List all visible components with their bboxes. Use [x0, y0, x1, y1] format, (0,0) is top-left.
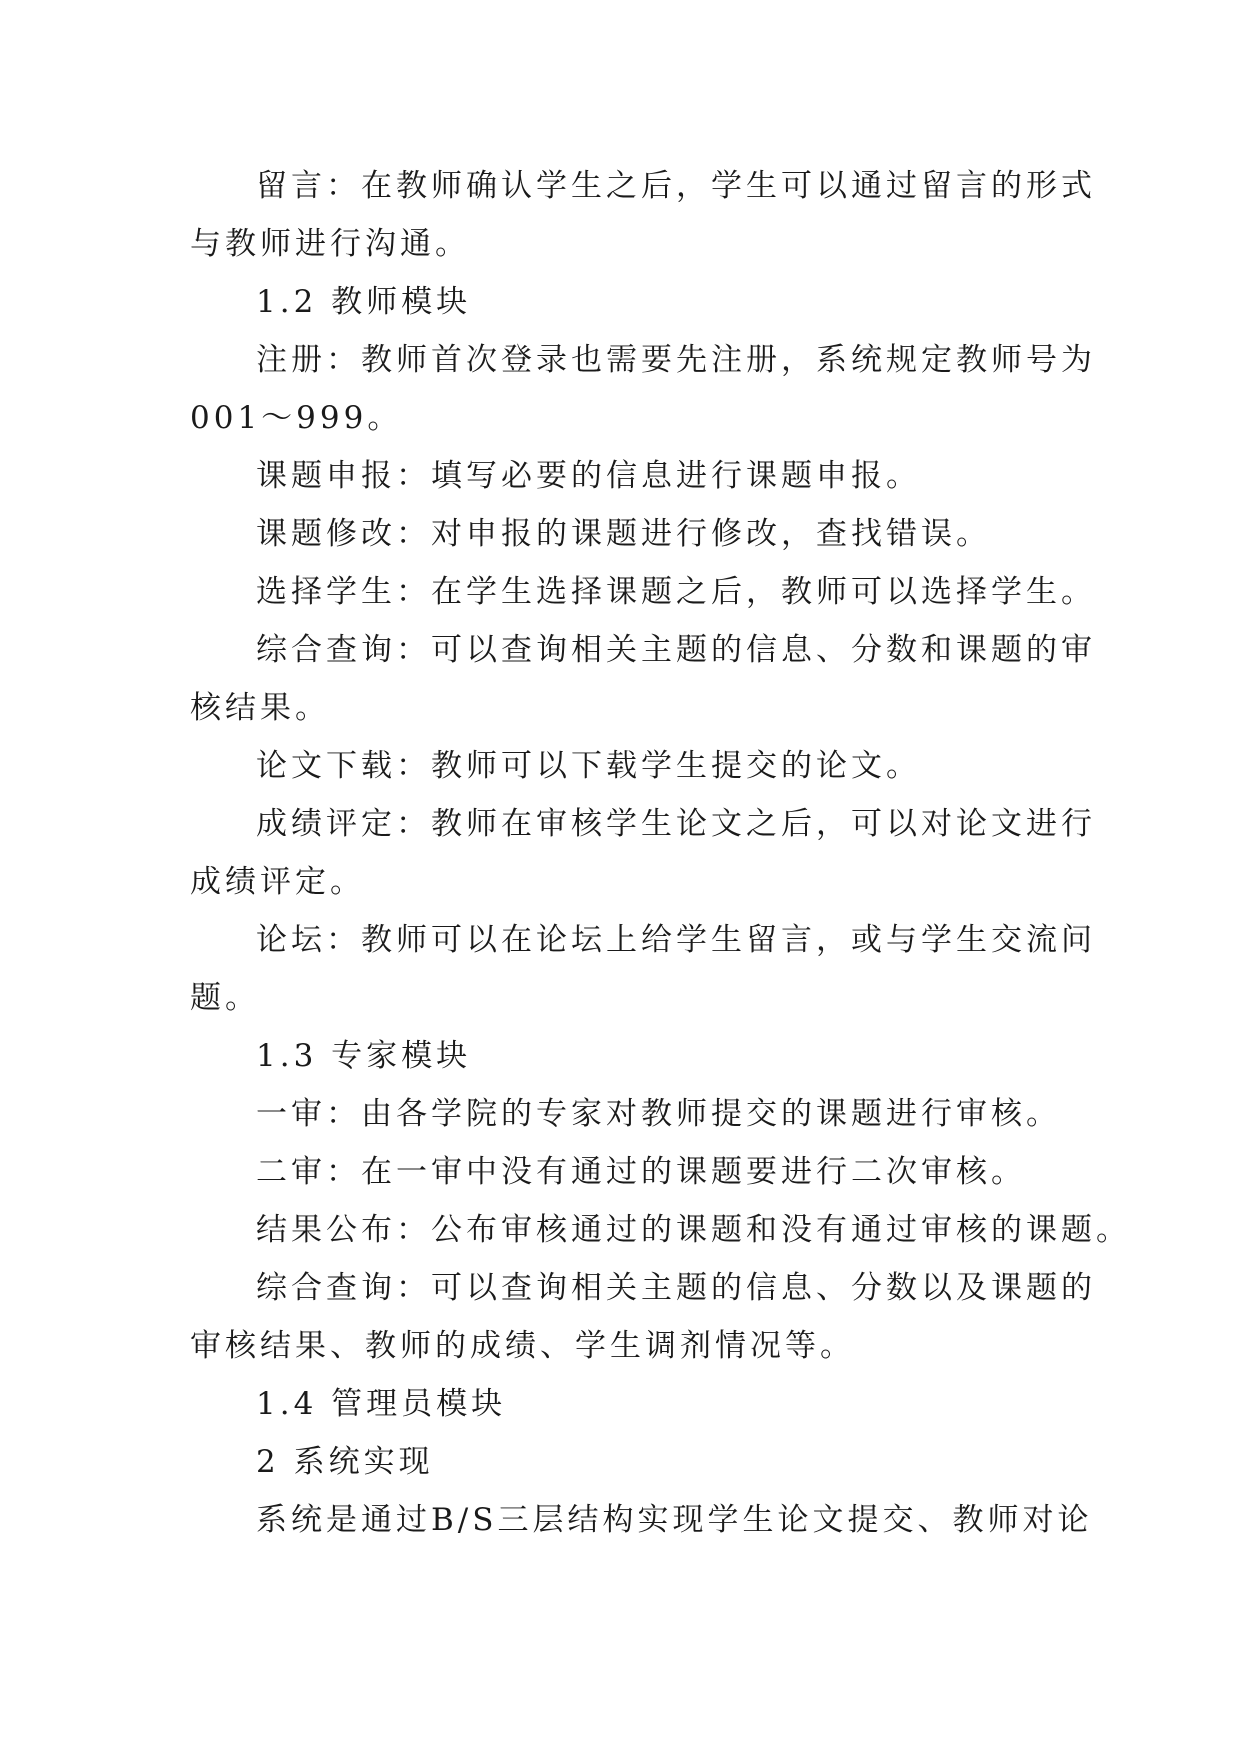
paragraph-select-student: 选择学生：在学生选择课题之后，教师可以选择学生。 — [256, 574, 1096, 610]
paragraph-grading-line-1: 成绩评定：教师在审核学生论文之后，可以对论文进行 — [256, 806, 1096, 842]
paragraph-message-line-2: 与教师进行沟通。 — [190, 226, 470, 262]
paragraph-forum-line-1: 论坛：教师可以在论坛上给学生留言，或与学生交流问 — [256, 922, 1096, 958]
paragraph-query-line-2: 核结果。 — [190, 690, 330, 726]
paragraph-expert-query-line-1: 综合查询：可以查询相关主题的信息、分数以及课题的 — [256, 1270, 1096, 1306]
heading-system-implementation: 2 系统实现 — [256, 1444, 434, 1480]
heading-expert-module: 1.3 专家模块 — [256, 1038, 472, 1074]
paragraph-paper-download: 论文下载：教师可以下载学生提交的论文。 — [256, 748, 921, 784]
paragraph-topic-modify: 课题修改：对申报的课题进行修改，查找错误。 — [256, 516, 991, 552]
paragraph-expert-query-line-2: 审核结果、教师的成绩、学生调剂情况等。 — [190, 1328, 855, 1364]
paragraph-forum-line-2: 题。 — [190, 980, 260, 1016]
paragraph-register-line-2: 001～999。 — [190, 400, 403, 436]
paragraph-register-line-1: 注册：教师首次登录也需要先注册，系统规定教师号为 — [256, 342, 1096, 378]
heading-admin-module: 1.4 管理员模块 — [256, 1386, 507, 1422]
paragraph-system-description: 系统是通过B/S三层结构实现学生论文提交、教师对论 — [256, 1502, 1093, 1538]
paragraph-message-line-1: 留言：在教师确认学生之后，学生可以通过留言的形式 — [256, 168, 1096, 204]
paragraph-first-review: 一审：由各学院的专家对教师提交的课题进行审核。 — [256, 1096, 1061, 1132]
paragraph-topic-declare: 课题申报：填写必要的信息进行课题申报。 — [256, 458, 921, 494]
paragraph-result-publish: 结果公布：公布审核通过的课题和没有通过审核的课题。 — [256, 1212, 1131, 1248]
paragraph-query-line-1: 综合查询：可以查询相关主题的信息、分数和课题的审 — [256, 632, 1096, 668]
paragraph-grading-line-2: 成绩评定。 — [190, 864, 365, 900]
heading-teacher-module: 1.2 教师模块 — [256, 284, 472, 320]
paragraph-second-review: 二审：在一审中没有通过的课题要进行二次审核。 — [256, 1154, 1026, 1190]
